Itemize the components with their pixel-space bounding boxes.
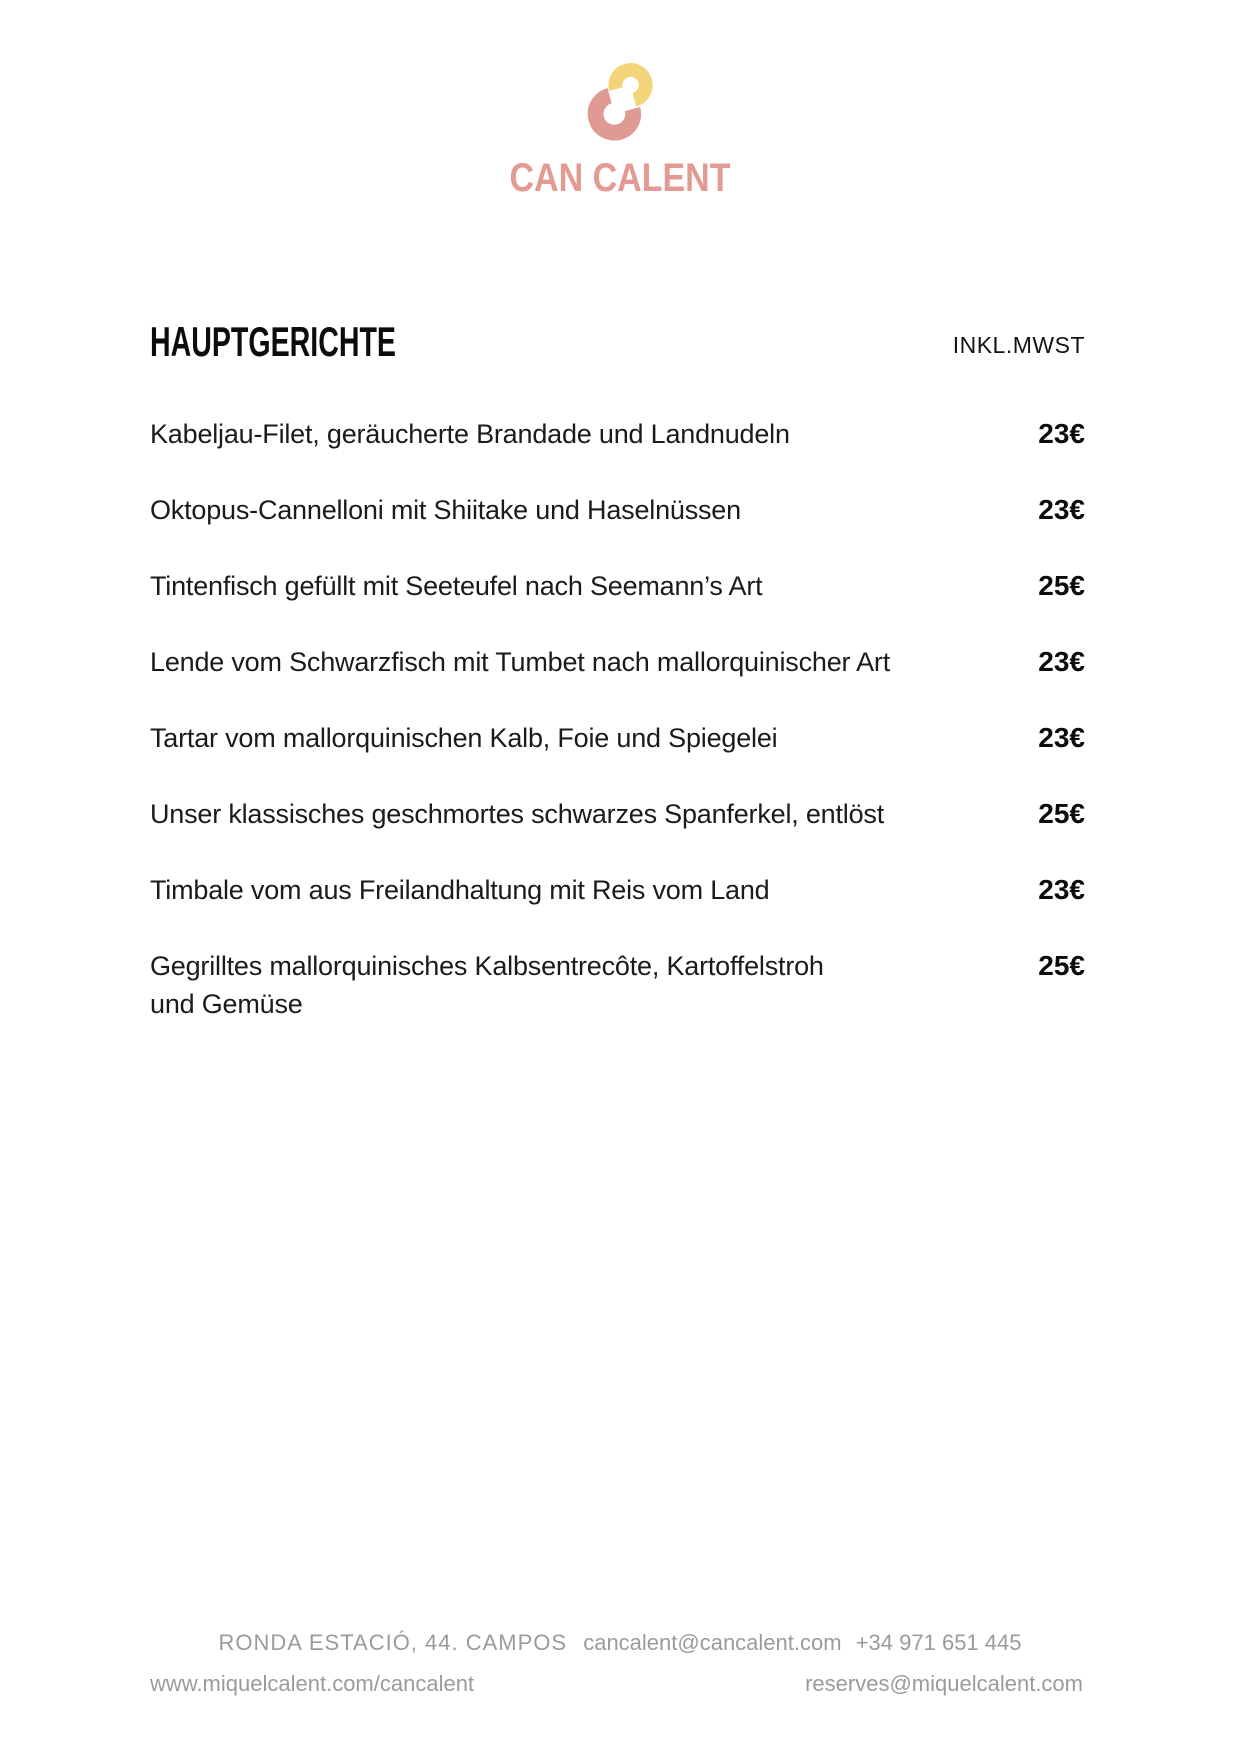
- brand-header: [0, 62, 1240, 201]
- menu-item: [150, 871, 1085, 909]
- menu-item-price: 25€: [1038, 950, 1085, 981]
- footer-website: www.miquelcalent.com/cancalent: [150, 1671, 475, 1696]
- menu-item-price: 25€: [1038, 570, 1085, 601]
- menu-item-price: 23€: [1038, 874, 1085, 905]
- menu-item-price: 25€: [1038, 798, 1085, 829]
- footer-contact-line: [0, 1630, 1240, 1656]
- logo-yellow-c: [612, 67, 649, 104]
- brand-name: CAN CALENT: [509, 156, 731, 200]
- section-title: HAUPTGERICHTE: [150, 318, 396, 365]
- footer-email: cancalent@cancalent.com: [583, 1630, 842, 1655]
- menu-item-name: Tintenfisch gefüllt mit Seeteufel nach Seemann’s Art: [150, 571, 763, 601]
- footer-phone: +34 971 651 445: [855, 1630, 1022, 1655]
- menu-item: [150, 491, 1085, 529]
- footer-links-line: [150, 1671, 1083, 1697]
- menu-section: [150, 318, 1085, 1061]
- menu-item: [150, 567, 1085, 605]
- footer-address: RONDA ESTACIÓ, 44. CAMPOS: [218, 1630, 568, 1655]
- menu-item-name: Timbale vom aus Freilandhaltung mit Reis vom Land: [150, 875, 770, 905]
- tax-note: INKL.MWST: [952, 332, 1085, 358]
- footer-reservations-email: reserves@miquelcalent.com: [805, 1671, 1083, 1696]
- can-calent-logo-icon: [587, 62, 653, 144]
- menu-item-name: Oktopus-Cannelloni mit Shiitake und Haselnüssen: [150, 495, 741, 525]
- menu-item-price: 23€: [1038, 646, 1085, 677]
- menu-item: [150, 643, 1085, 681]
- menu-item-name: Unser klassisches geschmortes schwarzes Spanferkel, entlöst: [150, 799, 885, 829]
- menu-item: [150, 415, 1085, 453]
- menu-item: [150, 947, 1085, 1023]
- logo-pink-c: [591, 91, 637, 137]
- menu-item-name: Gegrilltes mallorquinisches Kalbsentrecôte, Kartoffelstroh und Gemüse: [150, 951, 824, 1019]
- menu-item-price: 23€: [1038, 722, 1085, 753]
- menu-item-name: Tartar vom mallorquinischen Kalb, Foie und Spiegelei: [150, 723, 778, 753]
- menu-item: [150, 719, 1085, 757]
- menu-item-name: Lende vom Schwarzfisch mit Tumbet nach mallorquinischer Art: [150, 647, 891, 677]
- menu-item: [150, 795, 1085, 833]
- menu-item-price: 23€: [1038, 418, 1085, 449]
- menu-item-price: 23€: [1038, 494, 1085, 525]
- section-header-row: [150, 318, 1085, 365]
- menu-item-name: Kabeljau-Filet, geräucherte Brandade und Landnudeln: [150, 419, 790, 449]
